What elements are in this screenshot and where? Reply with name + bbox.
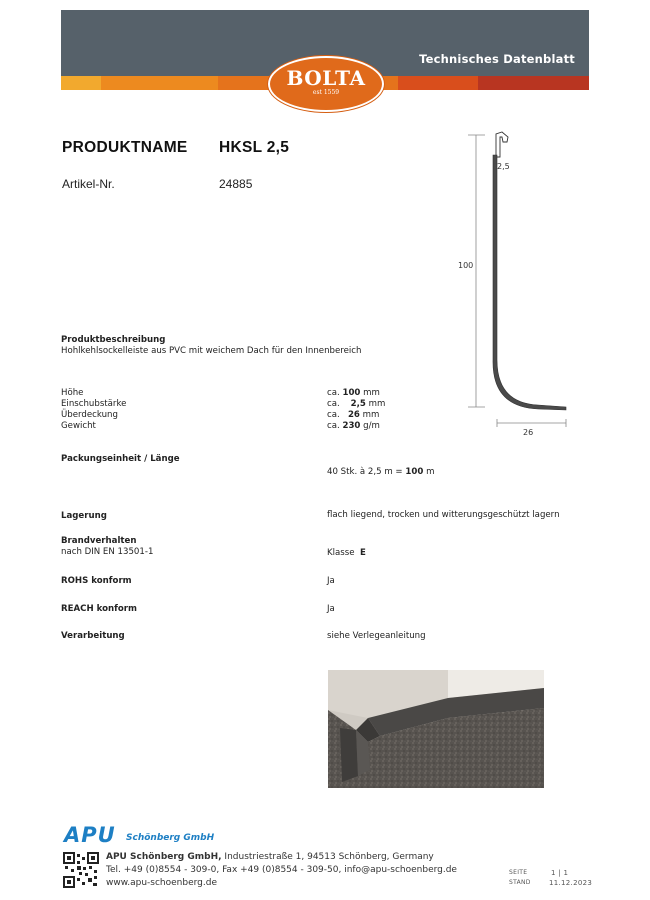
- fire-behaviour-label: Brandverhalten: [61, 536, 137, 546]
- reach-label: REACH konform: [61, 604, 137, 614]
- product-photo: [328, 670, 544, 788]
- spec-label-overlap: Überdeckung: [61, 410, 118, 420]
- processing-label: Verarbeitung: [61, 631, 125, 641]
- width-dimension-label: 26: [523, 428, 534, 435]
- product-name-value: HKSL 2,5: [219, 139, 290, 156]
- spec-label-insert-thickness: Einschubstärke: [61, 399, 127, 409]
- date-label: STAND: [509, 879, 531, 886]
- fire-behaviour-value: Klasse E: [327, 548, 366, 558]
- color-stripe-2: [101, 76, 218, 90]
- color-stripe-4: [398, 76, 478, 90]
- document-type-title: Technisches Datenblatt: [419, 52, 575, 66]
- spec-value-height: ca. 100 mm: [327, 388, 380, 398]
- description-heading: Produktbeschreibung: [61, 335, 166, 345]
- bolta-logo: BOLTA est 1559: [268, 56, 384, 112]
- page-number: 1 | 1: [551, 869, 569, 877]
- spec-value-overlap: ca. 26 mm: [327, 410, 380, 420]
- packaging-value: 40 Stk. à 2,5 m = 100 m: [327, 467, 435, 477]
- reach-value: Ja: [327, 604, 335, 614]
- qr-code-icon: [63, 852, 99, 888]
- thickness-dimension-label: 2,5: [497, 162, 510, 171]
- profile-drawing: [440, 125, 580, 435]
- spec-label-height: Höhe: [61, 388, 84, 398]
- storage-label: Lagerung: [61, 511, 107, 521]
- spec-value-insert-thickness: ca. 2,5 mm: [327, 399, 386, 409]
- color-stripe-1: [61, 76, 101, 90]
- footer-website-link[interactable]: www.apu-schoenberg.de: [106, 878, 218, 888]
- rohs-label: ROHS konform: [61, 576, 132, 586]
- apu-logo-subtitle: Schönberg GmbH: [126, 833, 215, 843]
- profile-lip: [496, 132, 508, 157]
- profile-body: [493, 155, 566, 410]
- date-value: 11.12.2023: [549, 879, 593, 887]
- article-number-label: Artikel-Nr.: [62, 177, 115, 191]
- product-name-label: PRODUKTNAME: [62, 139, 188, 156]
- height-dimension-label: 100: [458, 261, 474, 270]
- apu-logo: APU: [64, 823, 116, 847]
- footer-contact-line[interactable]: Tel. +49 (0)8554 - 309-0, Fax +49 (0)8554 - 309-50, info@apu-schoenberg.de: [106, 865, 457, 875]
- rohs-value: Ja: [327, 576, 335, 586]
- page-label: SEITE: [509, 869, 528, 876]
- description-text: Hohlkehlsockelleiste aus PVC mit weichem Dach für den Innenbereich: [61, 346, 362, 356]
- fire-behaviour-standard: nach DIN EN 13501-1: [61, 547, 154, 557]
- packaging-label: Packungseinheit / Länge: [61, 454, 180, 464]
- storage-value: flach liegend, trocken und witterungsgeschützt lagern: [327, 510, 560, 520]
- color-stripe-5: [478, 76, 589, 90]
- article-number-value: 24885: [219, 177, 253, 191]
- footer-address-line: APU Schönberg GmbH, Industriestraße 1, 94513 Schönberg, Germany: [106, 852, 434, 862]
- processing-value: siehe Verlegeanleitung: [327, 631, 426, 641]
- spec-value-weight: ca. 230 g/m: [327, 421, 380, 431]
- spec-label-weight: Gewicht: [61, 421, 96, 431]
